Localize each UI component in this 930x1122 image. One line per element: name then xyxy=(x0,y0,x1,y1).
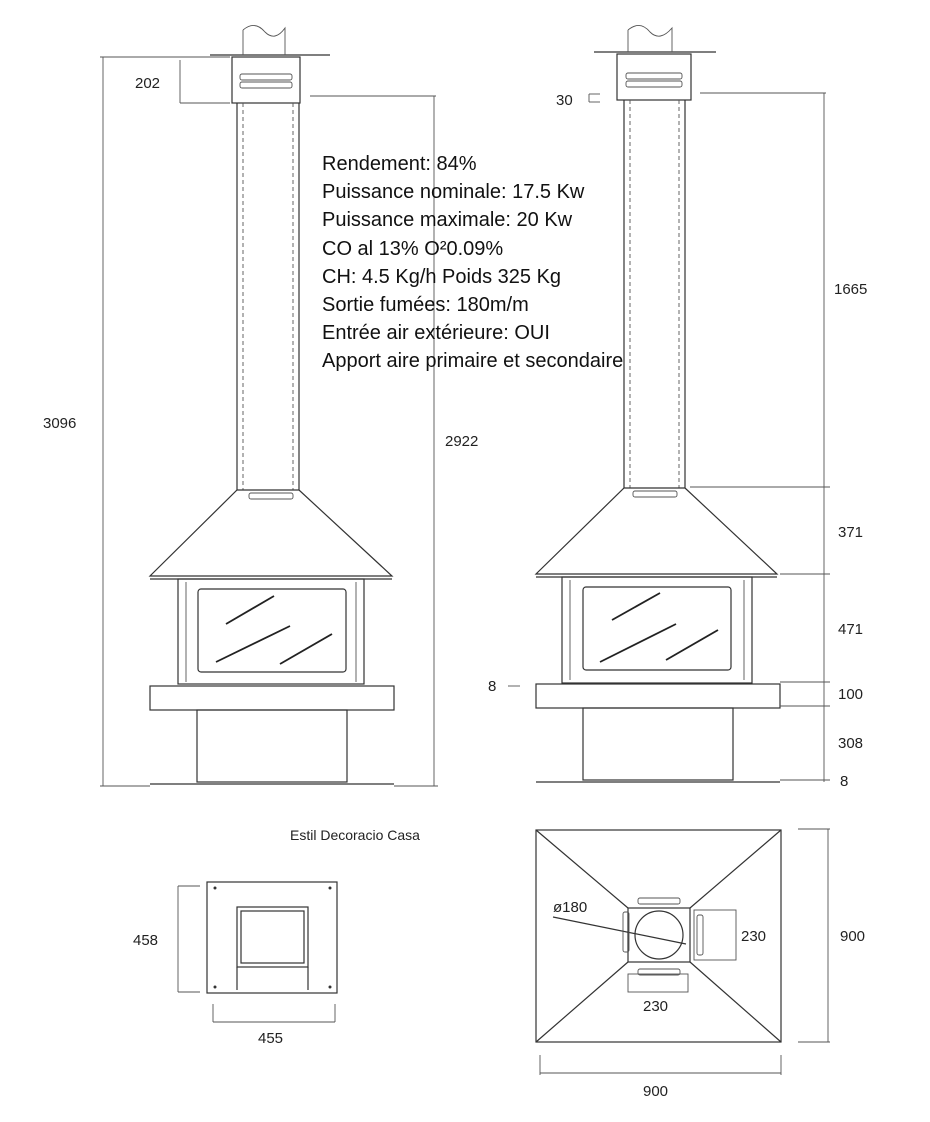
spec-co-emission: CO al 13% O²0.09% xyxy=(322,237,504,260)
spec-consumption-weight: CH: 4.5 Kg/h Poids 325 Kg xyxy=(322,265,562,288)
side-dim-step: 8 xyxy=(488,678,497,695)
side-dim-top-offset: 30 xyxy=(556,92,573,109)
plan-dim-width: 900 xyxy=(643,1083,669,1100)
specifications-list xyxy=(322,150,623,376)
top-plan xyxy=(536,829,830,1075)
front-dim-total-height: 3096 xyxy=(43,415,77,432)
plan-dim-depth: 900 xyxy=(840,928,866,945)
plan-dim-opening-side: 230 xyxy=(741,928,767,945)
outlet-plan xyxy=(178,882,337,1022)
spec-max-power: Puissance maximale: 20 Kw xyxy=(322,209,573,232)
side-dim-flue: 1665 xyxy=(834,281,868,298)
spec-efficiency: Rendement: 84% xyxy=(322,153,477,175)
front-dim-height-to-ref: 2922 xyxy=(445,433,479,450)
side-dim-hood: 371 xyxy=(838,524,864,541)
spec-nominal-power: Puissance nominale: 17.5 Kw xyxy=(322,181,585,204)
front-dim-top-offset: 202 xyxy=(135,75,161,92)
side-view xyxy=(508,25,830,782)
outlet-dim-width: 455 xyxy=(258,1030,284,1047)
side-dim-plinth: 100 xyxy=(838,686,864,703)
spec-air-supply: Apport aire primaire et secondaire xyxy=(322,350,624,373)
front-view xyxy=(100,25,438,786)
caption: Estil Decoracio Casa xyxy=(290,827,420,843)
side-dim-base: 308 xyxy=(838,735,864,752)
side-dim-firebox: 471 xyxy=(838,621,864,638)
plan-dim-diameter: ø180 xyxy=(553,899,588,916)
outlet-dim-height: 458 xyxy=(133,932,159,949)
plan-dim-opening-bottom: 230 xyxy=(643,998,669,1015)
spec-outside-air: Entrée air extérieure: OUI xyxy=(322,322,550,345)
side-dim-floor: 8 xyxy=(840,773,849,790)
spec-flue-outlet: Sortie fumées: 180m/m xyxy=(322,294,529,317)
